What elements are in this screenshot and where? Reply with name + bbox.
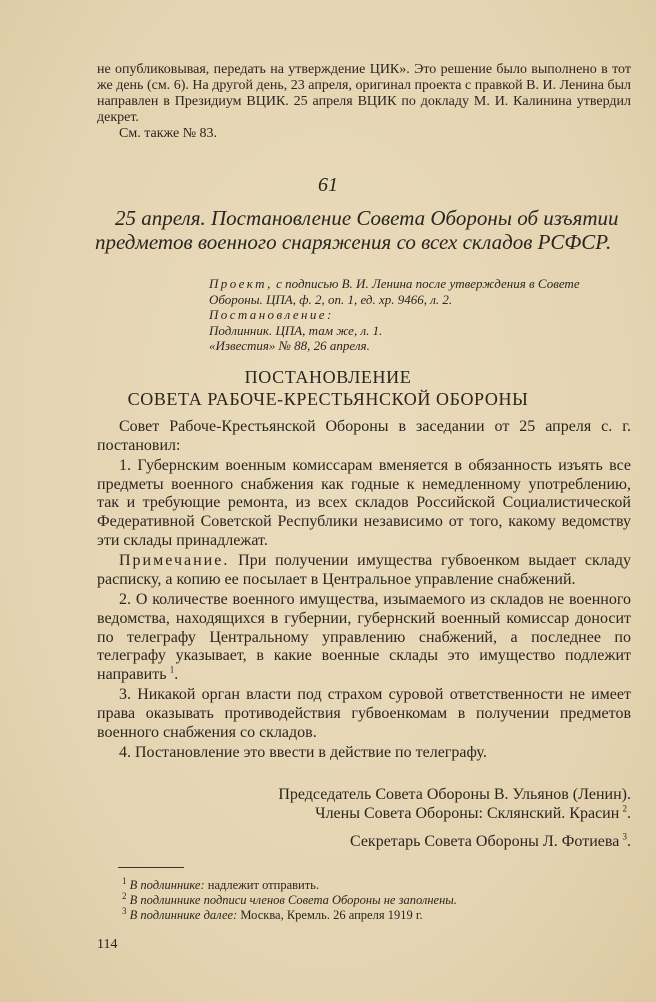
footnote-divider bbox=[118, 867, 184, 868]
source-draft-text: с подписью В. И. Ленина после утверждения в Совете Обороны. ЦПА, ф. 2, оп. 1, ед. хр. 9466, л. 2. bbox=[209, 276, 580, 307]
footnote-2-label: В подлиннике подписи членов Совета Обороны не заполнены. bbox=[129, 893, 457, 907]
decree-title-line2: СОВЕТА РАБОЧЕ-КРЕСТЬЯНСКОЙ ОБОРОНЫ bbox=[127, 389, 529, 409]
document-number: 61 bbox=[318, 174, 338, 196]
footnote-2 bbox=[122, 890, 622, 908]
footnote-3-mark: 3 bbox=[122, 905, 127, 916]
page-number: 114 bbox=[97, 937, 118, 952]
source-original: Подлинник. ЦПА, там же, л. 1. bbox=[209, 322, 383, 338]
footnote-mark-2: 2 bbox=[622, 803, 627, 814]
footnote-3 bbox=[122, 905, 622, 923]
decree-clause-2: 2. О количестве военного имущества, изымаемого из складов не военного ведомства, находящихся в губернии, губернский военный комиссар доносит по телеграфу Центральному управлению снабжений, а последнее по телеграфу указывает, в какие военные склады это имущество подлежит направить $^1$. bbox=[97, 591, 631, 683]
decree-clause-1: 1. Губернским военным комиссарам вменяется в обязанность изъять все предметы военного снабжения как годные к немедленному употреблению, так и требующие ремонта, из всех складов Российской Социалистической Федеративной Советской Республики независимо от того, какому ведомству эти склады принадлежат. bbox=[97, 457, 631, 549]
see-also-note: См. также № 83. bbox=[119, 126, 218, 141]
footnote-1-label: В подлиннике: bbox=[129, 878, 205, 892]
source-decree-label: Постановление: bbox=[209, 307, 334, 322]
footnote-3-label: В подлиннике далее: bbox=[129, 908, 238, 922]
signature-chairman: Председатель Совета Обороны В. Ульянов (Ленин). bbox=[278, 786, 631, 803]
intro-commentary bbox=[97, 62, 631, 142]
decree-title-line1: ПОСТАНОВЛЕНИЕ bbox=[244, 367, 412, 387]
source-draft-label: Проект, bbox=[209, 276, 273, 291]
decree-preamble: Совет Рабоче-Крестьянской Обороны в заседании от 25 апреля с. г. постановил: bbox=[97, 418, 631, 454]
footnotes bbox=[122, 875, 622, 923]
intro-paragraph: не опубликовывая, передать на утверждение ЦИК». Это решение было выполнено в тот же день (см. 6). На другой день, 23 апреля, оригинал проекта с правкой В. И. Ленина был направлен в Президиум ВЦИК. 25 апреля ВЦИК по докладу М. И. Калинина утвердил декрет. bbox=[97, 62, 631, 125]
document-heading: 25 апреля. Постановление Совета Обороны об изъятии предметов военного снаряжения со всех складов РСФСР. bbox=[95, 206, 619, 254]
decree-title bbox=[0, 366, 656, 410]
decree-clause-4: 4. Постановление это ввести в действие по телеграфу. bbox=[119, 744, 487, 762]
footnote-1-mark: 1 bbox=[122, 875, 127, 886]
footnote-1-text: надлежит отправить. bbox=[207, 878, 319, 892]
decree-body bbox=[97, 418, 631, 765]
footnote-mark-3: 3 bbox=[622, 831, 627, 842]
clause-2-text: 2. О количестве военного имущества, изымаемого из складов не военного ведомства, находящихся в губернии, губернский военный комиссар доносит по телеграфу Центральному управлению снабжений, а последнее по телеграфу указывает, в какие военные склады это имущество подлежит направить bbox=[97, 591, 631, 683]
footnote-1 bbox=[122, 875, 622, 893]
members-text: Члены Совета Обороны: Склянский. Красин bbox=[315, 805, 620, 822]
archival-source bbox=[181, 276, 631, 354]
note-text: При получении имущества губвоенком выдает складу расписку, а копию ее посылает в Центральное управление снабжений. bbox=[97, 552, 632, 588]
signature-members: Члены Совета Обороны: Склянский. Красин $^2$. bbox=[315, 803, 631, 822]
note-label: Примечание. bbox=[119, 552, 230, 570]
decree-clause-3: 3. Никакой орган власти под страхом суровой ответственности не имеет права оказывать противодействия губвоенкомам в получении предметов военного снабжения со складов. bbox=[97, 686, 631, 741]
footnote-mark-1: 1 bbox=[169, 664, 175, 675]
footnote-3-text: Москва, Кремль. 26 апреля 1919 г. bbox=[240, 908, 423, 922]
decree-note bbox=[97, 552, 631, 589]
source-publication: «Известия» № 88, 26 апреля. bbox=[209, 338, 370, 353]
secretary-text: Секретарь Совета Обороны Л. Фотиева bbox=[349, 833, 620, 850]
footnote-2-mark: 2 bbox=[122, 890, 127, 901]
signature-secretary: Секретарь Совета Обороны Л. Фотиева $^3$. bbox=[349, 831, 631, 850]
